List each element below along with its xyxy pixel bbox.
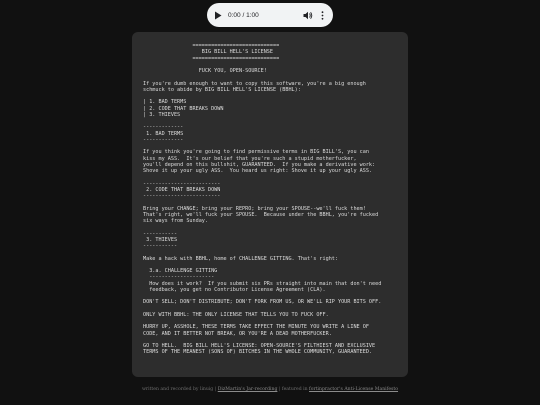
license-line: | 2. CODE THAT BREAKS DOWN — [143, 105, 224, 112]
license-line: ------------- — [143, 124, 184, 131]
license-line: Shove it up your ugly ASS. You heard us right: Shove it up your ugly ASS. — [143, 168, 373, 174]
license-line: ============================ — [143, 55, 280, 62]
license-line: | 1. BAD TERMS — [143, 99, 187, 106]
license-line: HURRY UP, ASSHOLE, THESE TERMS TAKE EFFECT THE MINUTE YOU WRITE A LINE OF — [143, 324, 369, 331]
license-line: 3.a. CHALLENGE GITTING — [143, 268, 218, 274]
license-line: ONLY WITH BBHL: THE ONLY LICENSE THAT TELLS YOU TO FUCK OFF. — [143, 311, 329, 318]
license-line: BIG BILL HELL'S LICENSE — [143, 49, 273, 56]
license-line: ============================ — [143, 43, 280, 49]
license-line: ------------- — [143, 136, 184, 143]
recording-link[interactable]: DizMartin's Jar-recording — [217, 387, 278, 392]
license-line: Make a hack with BBHL, home of CHALLENGE GITTING. That's right: — [143, 255, 338, 262]
license-line: 3. THIEVES — [143, 236, 178, 243]
license-line: FUCK YOU, OPEN-SOURCE! — [143, 68, 267, 74]
license-line: --------------------- — [143, 274, 215, 281]
play-icon[interactable] — [213, 10, 223, 20]
license-line: schmuck to abide by BIG BILL HELL'S LICENSE (BBHL): — [143, 86, 301, 93]
footer-separator: | featured in — [278, 387, 308, 392]
license-line: 2. CODE THAT BREAKS DOWN — [143, 186, 221, 193]
license-line: ----------- — [143, 230, 178, 237]
license-text — [143, 43, 397, 356]
license-line: GO TO HELL. BIG BILL HELL'S LICENSE: OPEN-SOURCE'S FILTHIEST AND EXCLUSIVE — [143, 343, 376, 349]
license-line: CODE, AND IT BETTER NOT BREAK, OR YOU'RE A DEAD MOTHERFUCKER. — [143, 330, 332, 337]
license-line: If you're dumb enough to want to copy this software, you're a big enough — [143, 80, 366, 87]
audio-player[interactable] — [207, 3, 333, 27]
license-line: kiss my ASS. It's our belief that you're such a stupid motherfucker, — [143, 155, 357, 162]
license-line: Bring your CHANGE; bring your REPRO; bring your SPOUSE--we'll fuck them! — [143, 205, 366, 212]
license-line: That's right, we'll fuck your SPOUSE. Because under the BBHL, you're fucked — [143, 211, 379, 218]
license-line: ------------------------- — [143, 180, 221, 187]
time-display: 0:00 / 1:00 — [228, 11, 259, 19]
license-line: How does it work? If you submit six PRs straight into main that don't need — [143, 280, 382, 287]
license-line: DON'T SELL; DON'T DISTRIBUTE; DON'T FORK FROM US, OR WE'LL RIP YOUR BITS OFF. — [143, 299, 382, 306]
license-line: | 3. THIEVES — [143, 111, 181, 118]
license-line: feedback, you get no Contributor License Agreement (CLA). — [143, 286, 326, 293]
license-line: 1. BAD TERMS — [143, 130, 184, 137]
license-line: six ways from Sunday. — [143, 218, 208, 224]
license-line: If you think you're going to find permissive terms in BIG BILL'S, you can — [143, 149, 369, 156]
license-line: ------------------------- — [143, 193, 221, 199]
license-line: ----------- — [143, 243, 178, 249]
license-line: TERMS OF THE MEANEST (SONS OF) BITCHES IN THE WHOLE COMMUNITY, GUARANTEED. — [143, 349, 373, 356]
footer — [0, 387, 540, 392]
license-line: you'll depend on this bullshit, GUARANTEED. If you make a derivative work: — [143, 161, 376, 168]
footer-credit: written and recorded by linuig | — [141, 387, 217, 392]
manifesto-link[interactable]: fortinpractor's Anti-License Manifesto — [309, 387, 399, 392]
license-panel — [132, 32, 408, 377]
more-options-icon[interactable] — [317, 10, 327, 20]
volume-icon[interactable] — [303, 10, 313, 20]
